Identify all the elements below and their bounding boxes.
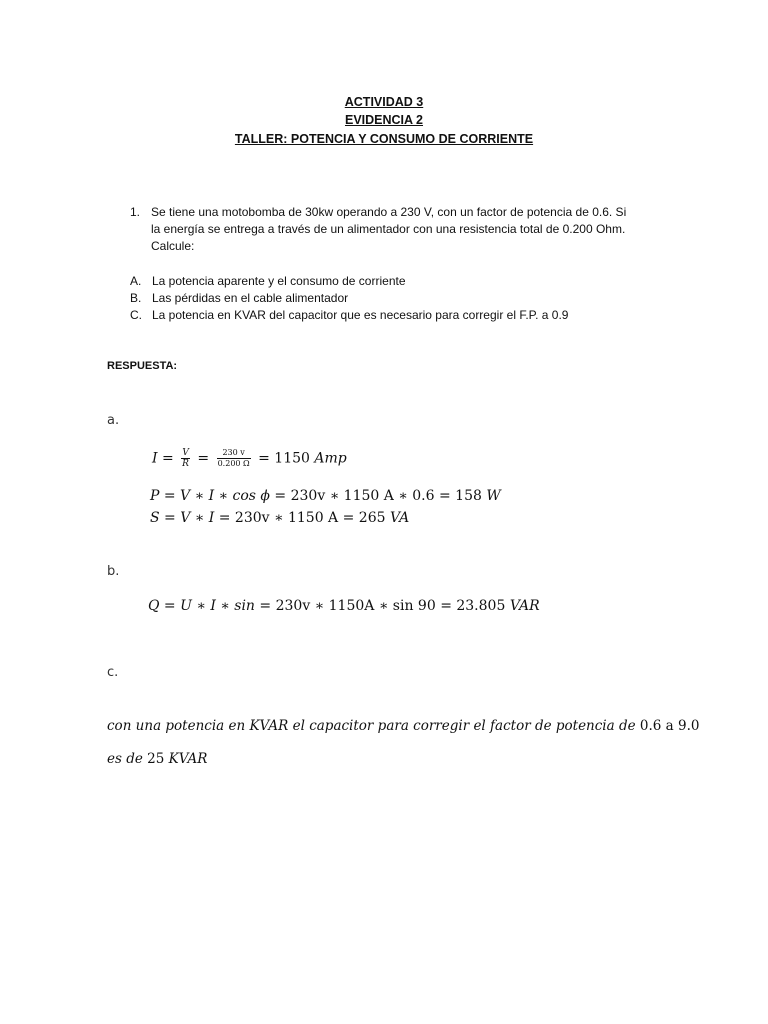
equation-reactive-power [148, 597, 540, 615]
option-a-text: La potencia aparente y el consumo de corriente [152, 274, 406, 288]
equation-current: I = $\frac{V}{R}$ = $\frac{230 v}{0.200 \Omega}$ = 1150 Amp [152, 448, 347, 469]
fraction-r: R [182, 459, 189, 469]
answer-label: RESPUESTA: [107, 360, 178, 372]
eq1-lhs: I [152, 450, 158, 467]
conclusion-line-1 [107, 718, 699, 734]
conclusion-line-1-values: 0.6 a 9.0 [639, 718, 700, 734]
equation-apparent-power [150, 509, 409, 527]
part-c-label: c. [107, 665, 119, 680]
workshop-title: TALLER: POTENCIA Y CONSUMO DE CORRIENTE [234, 132, 534, 146]
part-a-label: a. [107, 413, 120, 428]
option-a-letter: A. [130, 274, 142, 288]
eq1-equals: = [161, 450, 174, 467]
eq1-unit: Amp [314, 450, 347, 467]
question-number: 1. [130, 205, 141, 219]
activity-title: ACTIVIDAD 3 [344, 95, 424, 109]
question-line-3: Calcule: [151, 239, 195, 253]
fraction-v-over-r [181, 448, 190, 469]
eq3-left: S = V ∗ I = [150, 510, 231, 526]
question-text [151, 204, 711, 255]
eq2-unit: W [486, 488, 501, 504]
fraction-values [217, 448, 251, 469]
conclusion-line-1-text: con una potencia en KVAR el capacitor para corregir el factor de potencia de [107, 718, 636, 734]
eq1-result: = 1150 [258, 450, 310, 467]
option-c-text: La potencia en KVAR del capacitor que es necesario para corregir el F.P. a 0.9 [152, 308, 569, 322]
eq2-middle: 230v ∗ 1150 A ∗ 0.6 = 158 [290, 488, 482, 504]
conclusion-line-2 [107, 751, 207, 767]
eq3-unit: VA [389, 510, 410, 526]
option-c-letter: C. [130, 308, 142, 322]
eq2-left: P = V ∗ I ∗ cos ϕ = [150, 488, 287, 504]
conclusion-line-2-text: es de [107, 751, 143, 767]
part-b-label: b. [107, 564, 120, 579]
conclusion-line-2-value: 25 [147, 751, 165, 767]
fraction-v: V [182, 448, 189, 458]
conclusion-line-2-unit: KVAR [168, 751, 208, 767]
evidence-title: EVIDENCIA 2 [344, 113, 424, 127]
eq3-middle: 230v ∗ 1150 A = 265 [234, 510, 386, 526]
option-b-text: Las pérdidas en el cable alimentador [152, 291, 349, 305]
question-line-2: la energía se entrega a través de un alimentador con una resistencia total de 0.200 Ohm. [151, 222, 626, 236]
eqb-left: Q = U ∗ I ∗ sin = [148, 598, 272, 614]
fraction-voltage: 230 v [217, 448, 251, 459]
fraction-resistance: 0.200 Ω [217, 459, 250, 468]
question-line-1: Se tiene una motobomba de 30kw operando a 230 V, con un factor de potencia de 0.6. Si [151, 205, 627, 219]
eqb-middle: 230v ∗ 1150A ∗ sin 90 = 23.805 [275, 598, 506, 614]
equation-active-power [150, 487, 501, 505]
option-b-letter: B. [130, 291, 142, 305]
eqb-unit: VAR [509, 598, 540, 614]
